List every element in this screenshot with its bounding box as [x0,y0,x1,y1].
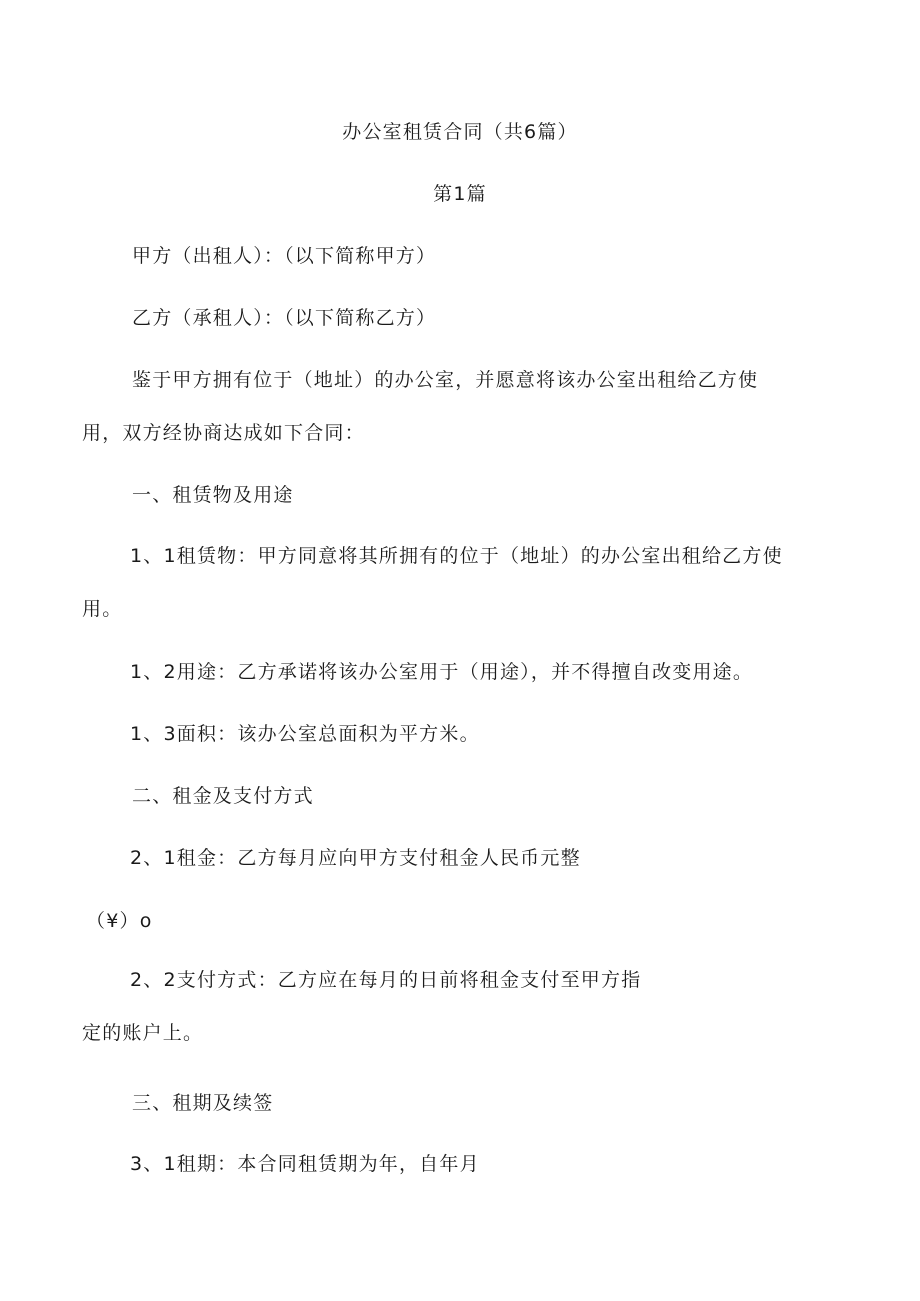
clause-2-2-line-2: 定的账户上。 [82,1022,204,1044]
clause-2-2-line-1: 2、2支付方式：乙方应在每月的日前将租金支付至甲方指 [130,969,642,991]
document-title: 办公室租赁合同（共6篇） [342,121,578,143]
party-b-line: 乙方（承租人）：（以下简称乙方） [132,307,437,329]
clause-3-1: 3、1租期：本合同租赁期为年，自年月 [130,1153,480,1175]
clause-1-1-line-2: 用。 [82,598,123,620]
section-3-heading: 三、租期及续签 [132,1092,274,1114]
clause-2-1-line-2: （¥）o [86,910,153,932]
preamble-line-2: 用，双方经协商达成如下合同： [82,422,365,444]
section-1-heading: 一、租赁物及用途 [132,484,294,506]
clause-1-2: 1、2用途：乙方承诺将该办公室用于（用途），并不得擅自改变用途。 [130,661,754,683]
chapter-heading: 第1篇 [433,183,487,205]
clause-1-1-line-1: 1、1租赁物：甲方同意将其所拥有的位于（地址）的办公室出租给乙方使 [130,545,783,567]
party-a-line: 甲方（出租人）：（以下简称甲方） [132,245,437,267]
preamble-line-1: 鉴于甲方拥有位于（地址）的办公室，并愿意将该办公室出租给乙方使 [132,369,759,391]
section-2-heading: 二、租金及支付方式 [132,785,314,807]
clause-2-1-line-1: 2、1租金：乙方每月应向甲方支付租金人民币元整 [130,847,581,869]
clause-1-3: 1、3面积：该办公室总面积为平方米。 [130,723,480,745]
